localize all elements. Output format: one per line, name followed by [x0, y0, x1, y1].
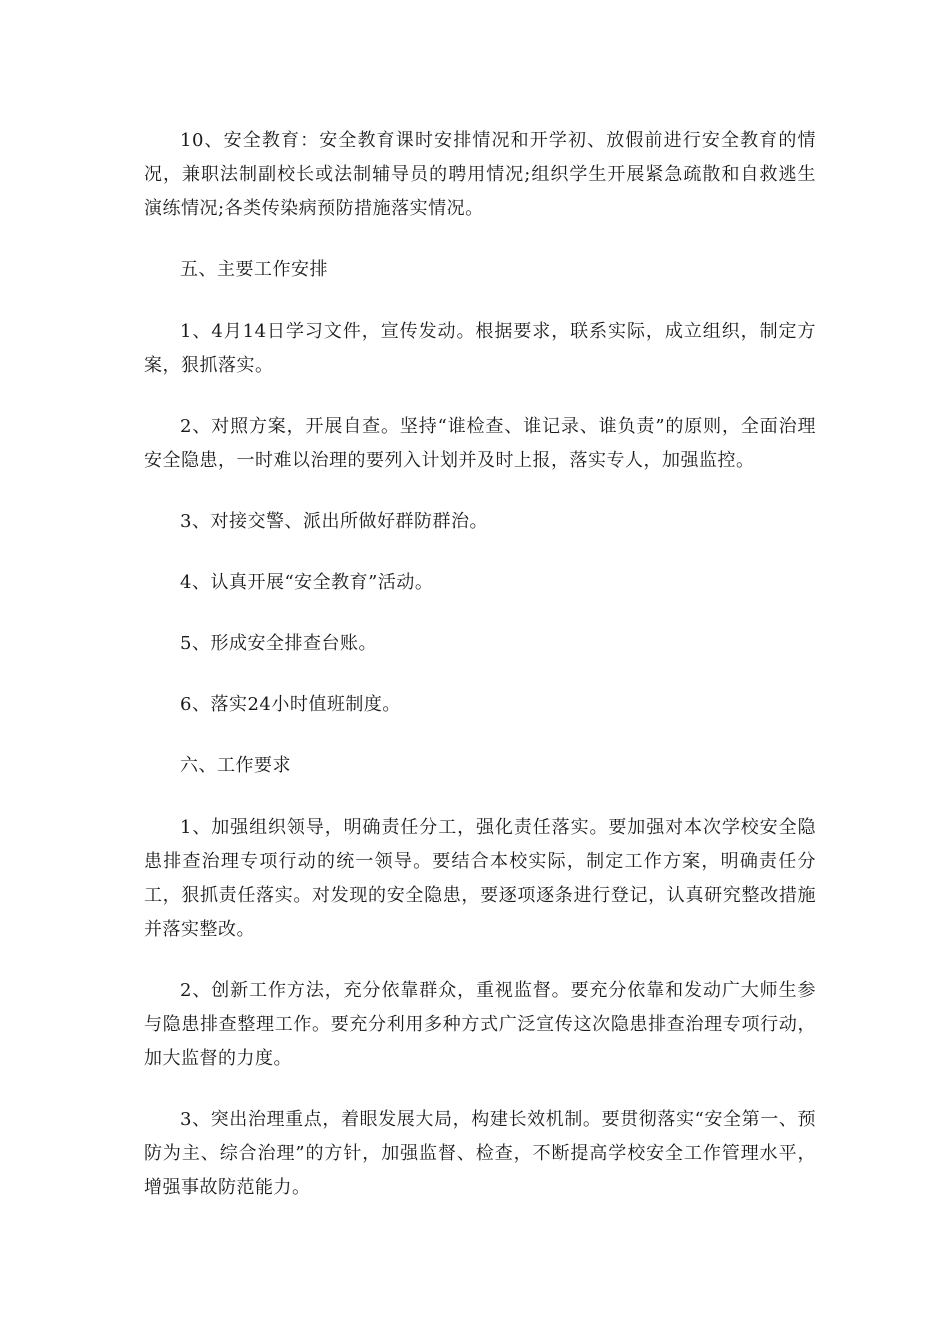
document-body [144, 124, 816, 1232]
paragraph-requirement-2: 2、创新工作方法，充分依靠群众，重视监督。要充分依靠和发动广大师生参与隐患排查整理工作。要充分利用多种方式广泛宣传这次隐患排查治理专项行动，加大监督的力度。 [144, 980, 816, 1069]
paragraph-arrangement-6: 6、落实24小时值班制度。 [180, 694, 401, 715]
paragraph-arrangement-4: 4、认真开展“安全教育”活动。 [180, 572, 434, 593]
paragraph-arrangement-2: 2、对照方案，开展自查。坚持“谁检查、谁记录、谁负责”的原则，全面治理安全隐患，一时难以治理的要列入计划并及时上报，落实专人，加强监控。 [144, 416, 816, 471]
section-heading-work-arrangement: 五、主要工作安排 [180, 259, 328, 280]
paragraph-requirement-1: 1、加强组织领导，明确责任分工，强化责任落实。要加强对本次学校安全隐患排查治理专项行动的统一领导。要结合本校实际，制定工作方案，明确责任分工，狠抓责任落实。对发现的安全隐患，要逐项逐条进行登记，认真研究整改措施并落实整改。 [144, 817, 816, 940]
paragraph-safety-education: 10、安全教育：安全教育课时安排情况和开学初、放假前进行安全教育的情况，兼职法制副校长或法制辅导员的聘用情况;组织学生开展紧急疏散和自救逃生演练情况;各类传染病预防措施落实情况。 [144, 130, 816, 219]
paragraph-requirement-3: 3、突出治理重点，着眼发展大局，构建长效机制。要贯彻落实“安全第一、预防为主、综合治理”的方针，加强监督、检查，不断提高学校安全工作管理水平，增强事故防范能力。 [144, 1109, 816, 1198]
paragraph-arrangement-3: 3、对接交警、派出所做好群防群治。 [180, 511, 488, 532]
paragraph-arrangement-5: 5、形成安全排查台账。 [180, 633, 377, 654]
section-heading-work-requirements: 六、工作要求 [180, 755, 291, 776]
paragraph-arrangement-1: 1、4月14日学习文件，宣传发动。根据要求，联系实际，成立组织，制定方案，狠抓落实。 [144, 321, 816, 376]
